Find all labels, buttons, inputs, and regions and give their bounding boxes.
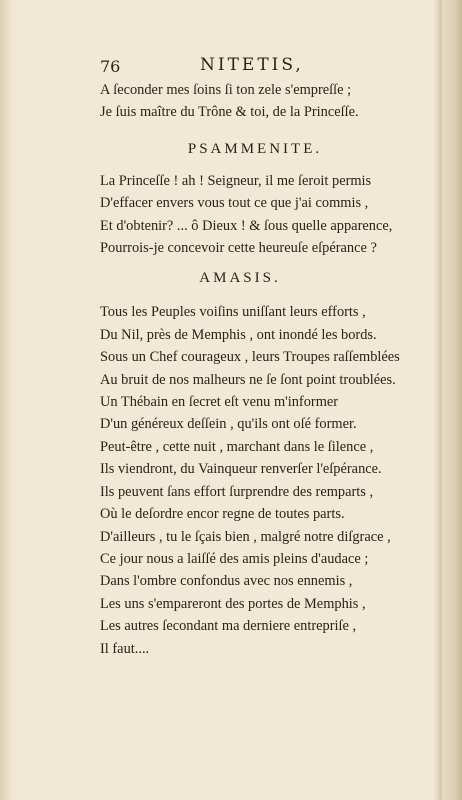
speaker-name: AMASIS. [199,270,281,287]
verse-line: Au bruit de nos malheurs ne ſe ſont point troublées. [100,371,396,388]
verse-block-2 [100,170,410,260]
verse-line: Les uns s'empareront des portes de Memphis , [100,595,366,612]
page-header [100,55,410,79]
verse-line: Je ſuis maître du Trône & toi, de la Princeſſe. [100,104,359,121]
verse-line: Dans l'ombre confondus avec nos ennemis , [100,573,353,590]
verse-line: D'ailleurs , tu le ſçais bien , malgré notre diſgrace , [100,528,391,545]
page-content [100,55,410,660]
verse-block-1 [100,79,410,124]
verse-line: Tous les Peuples voiſins uniſſant leurs efforts , [100,304,366,321]
verse-line: Ils viendront, du Vainqueur renverſer l'eſpérance. [100,461,382,478]
verse-line: Pourrois-je concevoir cette heureuſe eſpérance ? [100,240,377,257]
speaker-name: PSAMMENITE. [187,140,323,157]
verse-line: Il faut.... [100,640,150,657]
spine-shadow [436,0,442,800]
verse-line: Un Thébain en ſecret eſt venu m'informer [100,394,339,411]
verse-line: Où le deſordre encor regne de toutes parts. [100,506,345,523]
verse-line: Sous un Chef courageux , leurs Troupes raſſemblées [100,349,400,366]
verse-line: Et d'obtenir? ... ô Dieux ! & ſous quelle apparence, [100,217,393,234]
verse-line: La Princeſſe ! ah ! Seigneur, il me ſeroit permis [100,172,372,189]
running-title: NITETIS, [200,55,304,75]
page-edge-left [0,0,14,800]
verse-line: Les autres ſecondant ma derniere entrepriſe , [100,618,357,635]
verse-line: Ce jour nous a laiſſé des amis pleins d'audace ; [100,550,369,567]
page-number: 76 [100,57,121,76]
verse-block-3 [100,301,410,660]
verse-line: D'un généreux deſſein , qu'ils ont oſé former. [100,416,357,433]
verse-line: Peut-être , cette nuit , marchant dans le ſilence , [100,438,374,455]
verse-line: Du Nil, près de Memphis , ont inondé les bords. [100,326,377,343]
verse-line: Ils peuvent ſans effort ſurprendre des remparts , [100,483,374,500]
verse-line: D'effacer envers vous tout ce que j'ai commis , [100,195,369,212]
verse-line: A ſeconder mes ſoins ſi ton zele s'empreſſe ; [100,82,352,98]
